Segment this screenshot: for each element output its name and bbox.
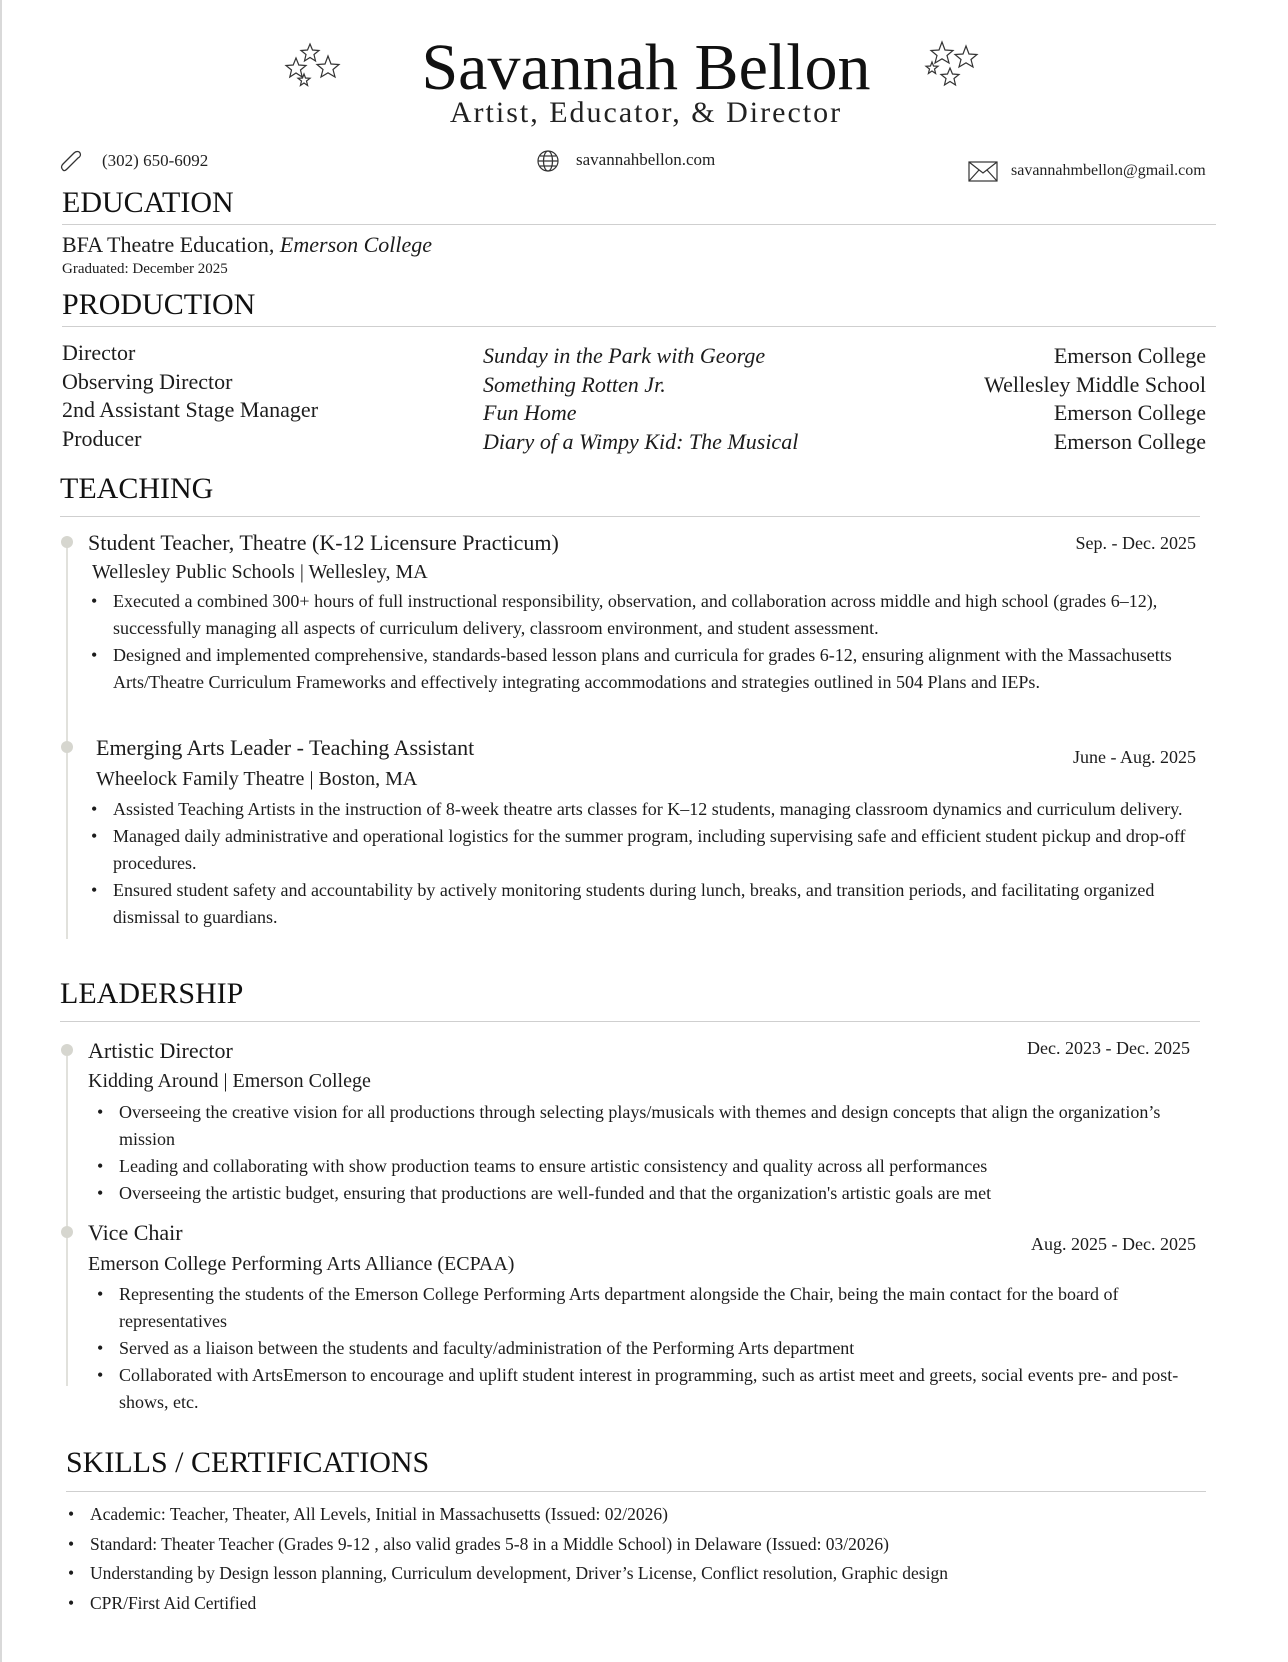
timeline-dot bbox=[61, 741, 73, 753]
bullet-item: • Ensured student safety and accountability by actively monitoring students during lunch, breaks, and transition periods, and facilitating organized dismissal to guardians. bbox=[113, 877, 1203, 931]
leadership-bullets bbox=[119, 1281, 1209, 1416]
bullet-item: • Collaborated with ArtsEmerson to encourage and uplift student interest in programming, such as artist meet and greets, social events pre- and post-shows, etc. bbox=[119, 1362, 1209, 1416]
phone-number[interactable]: (302) 650-6092 bbox=[102, 151, 209, 170]
education-school: Emerson College bbox=[279, 232, 433, 257]
production-venues bbox=[882, 342, 1206, 456]
production-role: Producer bbox=[62, 425, 142, 451]
production-role: 2nd Assistant Stage Manager bbox=[62, 397, 319, 422]
teaching-dates: Sep. - Dec. 2025 bbox=[1075, 533, 1196, 553]
education-graduated: Graduated: December 2025 bbox=[62, 261, 228, 277]
bullet-item: • Leading and collaborating with show production teams to ensure artistic consistency and quality across all performances bbox=[119, 1153, 1209, 1180]
teaching-org: Wellesley Public Schools | Wellesley, MA bbox=[92, 561, 428, 583]
website-link[interactable]: savannahbellon.com bbox=[576, 150, 716, 169]
production-divider bbox=[62, 326, 1216, 327]
bullet-item: • Representing the students of the Emerson College Performing Arts department alongside the Chair, being the main contact for the board of representatives bbox=[119, 1281, 1209, 1335]
education-divider bbox=[62, 224, 1216, 225]
email-link[interactable]: savannahmbellon@gmail.com bbox=[1011, 162, 1206, 179]
skill-item: • CPR/First Aid Certified bbox=[90, 1589, 1200, 1619]
leadership-role: Vice Chair bbox=[88, 1220, 183, 1245]
bullet-item: • Overseeing the artistic budget, ensuring that productions are well-funded and that the organization's artistic goals are met bbox=[119, 1180, 1209, 1207]
production-venue: Emerson College bbox=[1053, 343, 1206, 368]
production-show: Sunday in the Park with George bbox=[483, 343, 766, 368]
timeline-dot bbox=[61, 1044, 73, 1056]
leadership-timeline bbox=[66, 1056, 68, 1386]
skill-item: • Academic: Teacher, Theater, All Levels, Initial in Massachusetts (Issued: 02/2026) bbox=[90, 1500, 1200, 1530]
education-degree-line bbox=[62, 232, 432, 258]
teaching-bullets bbox=[113, 588, 1208, 696]
education-heading: EDUCATION bbox=[62, 186, 234, 219]
bullet-item: • Designed and implemented comprehensive, standards-based lesson plans and curricula for grades 6-12, ensuring alignment with the Massachusetts Arts/Theatre Curriculum Frameworks and effectively integrating accommodations and strategies outlined in 504 Plans and IEPs. bbox=[113, 642, 1208, 696]
mail-icon bbox=[968, 161, 998, 182]
teaching-divider bbox=[60, 516, 1200, 517]
skill-item: • Standard: Theater Teacher (Grades 9-12 , also valid grades 5-8 in a Middle School) in Delaware (Issued: 03/2026) bbox=[90, 1530, 1200, 1560]
timeline-dot bbox=[61, 1226, 73, 1238]
production-role: Director bbox=[62, 340, 136, 365]
skills-list bbox=[90, 1500, 1200, 1618]
teaching-bullets bbox=[113, 796, 1203, 931]
production-shows bbox=[483, 342, 798, 456]
leadership-dates: Aug. 2025 - Dec. 2025 bbox=[1031, 1234, 1196, 1254]
bullet-item: • Overseeing the creative vision for all productions through selecting plays/musicals with themes and design concepts that align the organization’s mission bbox=[119, 1099, 1209, 1153]
leadership-bullets bbox=[119, 1099, 1209, 1207]
leadership-dates: Dec. 2023 - Dec. 2025 bbox=[1027, 1038, 1190, 1058]
timeline-dot bbox=[61, 536, 73, 548]
skills-divider bbox=[66, 1491, 1206, 1492]
teaching-dates: June - Aug. 2025 bbox=[1073, 747, 1196, 767]
production-show: Diary of a Wimpy Kid: The Musical bbox=[483, 428, 799, 454]
production-venue: Emerson College bbox=[1053, 400, 1206, 425]
teaching-heading: TEACHING bbox=[60, 472, 214, 505]
bullet-item: • Executed a combined 300+ hours of full instructional responsibility, observation, and collaboration across middle and high school (grades 6–12), successfully managing all aspects of curriculum delivery, classroom environment, and student assessment. bbox=[113, 588, 1208, 642]
production-show: Something Rotten Jr. bbox=[483, 371, 666, 397]
teaching-role: Emerging Arts Leader - Teaching Assistant bbox=[96, 735, 475, 760]
production-show: Fun Home bbox=[483, 400, 577, 425]
candidate-subtitle: Artist, Educator, & Director bbox=[449, 96, 843, 129]
bullet-item: • Assisted Teaching Artists in the instruction of 8-week theatre arts classes for K–12 students, managing classroom dynamics and curriculum delivery. bbox=[113, 796, 1203, 823]
candidate-name: Savannah Bellon bbox=[421, 31, 871, 104]
bullet-item: • Managed daily administrative and operational logistics for the summer program, including supervising safe and efficient student pickup and drop-off procedures. bbox=[113, 823, 1203, 877]
bullet-item: • Served as a liaison between the students and faculty/administration of the Performing Arts department bbox=[119, 1335, 1209, 1362]
leadership-org: Kidding Around | Emerson College bbox=[88, 1070, 371, 1092]
production-venue: Wellesley Middle School bbox=[984, 371, 1206, 397]
teaching-role: Student Teacher, Theatre (K-12 Licensure Practicum) bbox=[88, 530, 559, 555]
leadership-org: Emerson College Performing Arts Alliance (ECPAA) bbox=[88, 1253, 515, 1275]
skills-heading: SKILLS / CERTIFICATIONS bbox=[66, 1446, 430, 1479]
teaching-org: Wheelock Family Theatre | Boston, MA bbox=[96, 768, 418, 790]
production-heading: PRODUCTION bbox=[62, 288, 256, 321]
leadership-heading: LEADERSHIP bbox=[60, 977, 244, 1010]
production-role: Observing Director bbox=[62, 368, 233, 394]
production-venue: Emerson College bbox=[1053, 428, 1206, 454]
leadership-divider bbox=[60, 1021, 1200, 1022]
production-roles bbox=[62, 339, 318, 453]
education-degree: BFA Theatre Education, bbox=[62, 232, 280, 257]
phone-icon bbox=[59, 150, 83, 172]
leadership-role: Artistic Director bbox=[88, 1038, 233, 1063]
globe-icon bbox=[536, 149, 560, 173]
skill-item: • Understanding by Design lesson planning, Curriculum development, Driver’s License, Conflict resolution, Graphic design bbox=[90, 1559, 1200, 1589]
